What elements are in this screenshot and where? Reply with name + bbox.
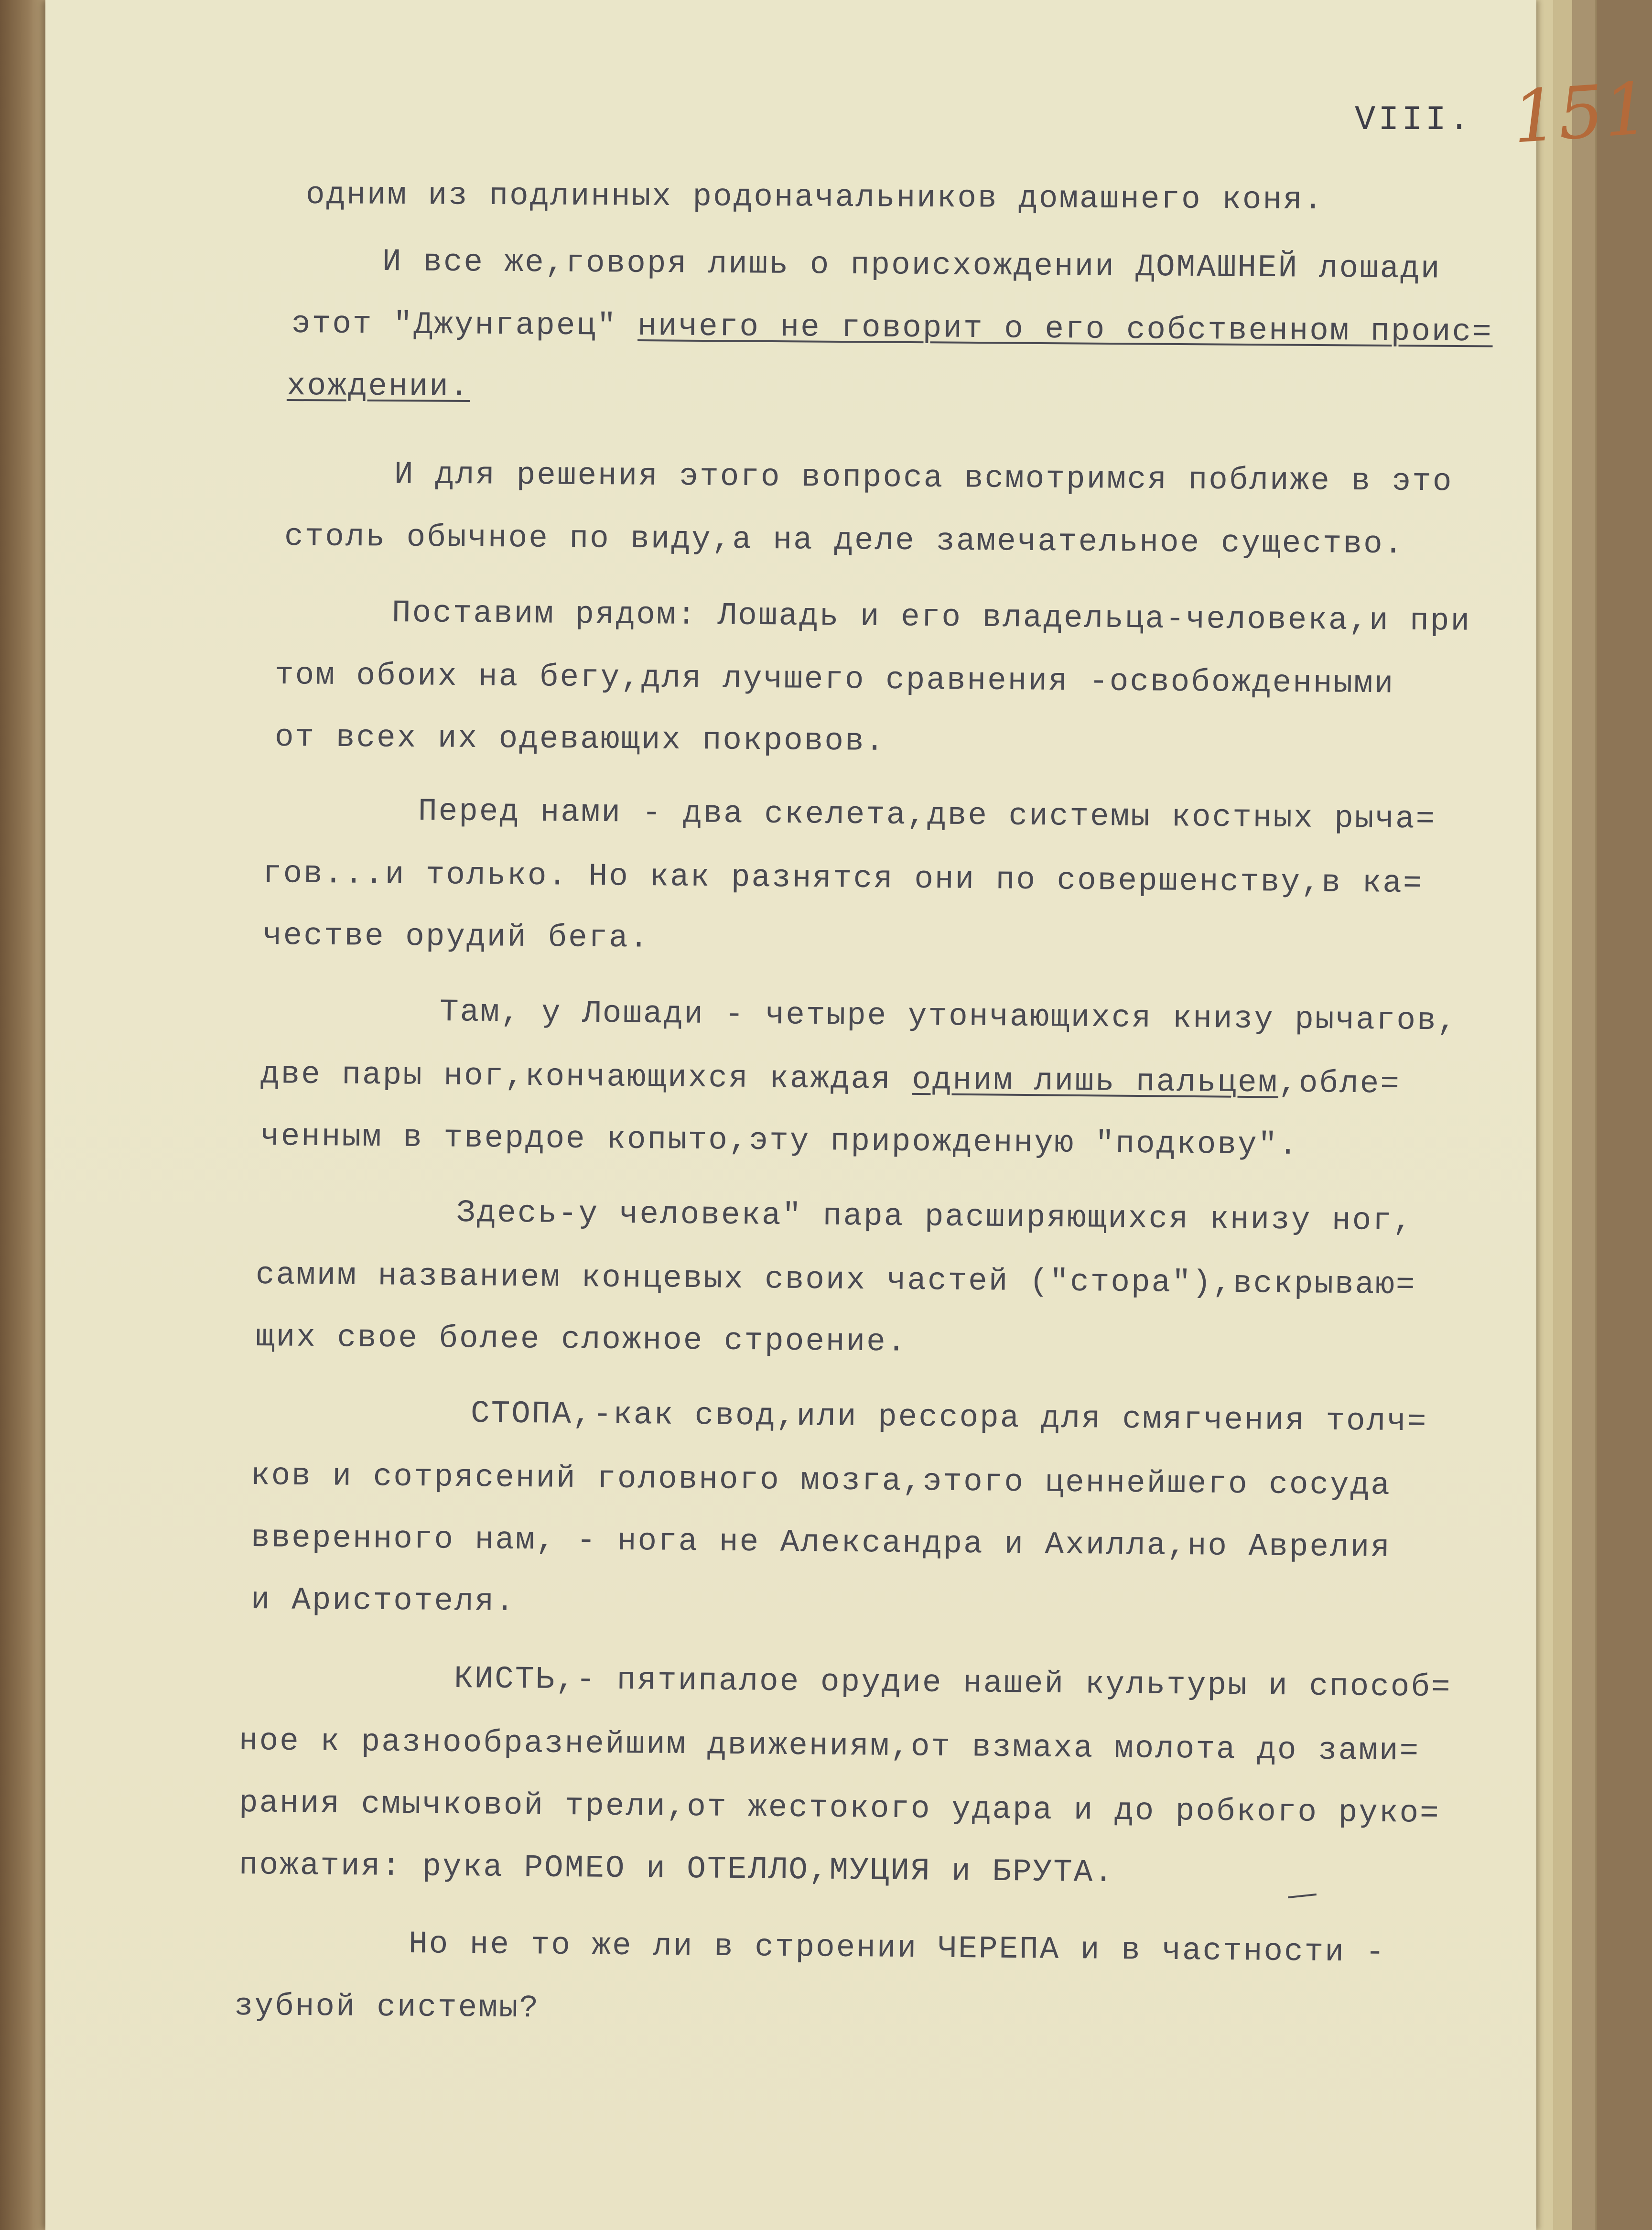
text-segment: зубной системы?: [234, 1988, 540, 2026]
page-stack-edge: [1553, 0, 1574, 2230]
text-segment: честве орудий бега.: [262, 918, 650, 956]
text-segment: пожатия: рука РОМЕО и ОТЕЛЛО,МУЦИЯ и БРУТА.: [238, 1847, 1115, 1891]
text-segment: том обоих на бегу,для лучшего сравнения -освобожденными: [274, 657, 1395, 702]
text-segment: щих свое более сложное строение.: [255, 1319, 907, 1360]
text-segment: от всех их одевающих покровов.: [274, 719, 886, 759]
text-segment: ков и сотрясений головного мозга,этого ценнейшего сосуда: [250, 1458, 1392, 1504]
text-line: [440, 994, 1458, 1039]
text-line: [418, 793, 1436, 837]
text-line: [275, 719, 886, 759]
text-line: [409, 1926, 1386, 1970]
text-line: [287, 368, 470, 405]
text-line: [251, 1458, 1392, 1504]
typewritten-page: [45, 0, 1652, 2230]
underlined-text: ничего не говорит о его собственном проис=: [637, 308, 1493, 350]
text-line: [260, 1056, 1401, 1102]
text-line: [263, 918, 650, 956]
page-stack-edge: [1572, 0, 1597, 2230]
text-segment: Здесь-у человека" пара расширяющихся книзу ног,: [456, 1195, 1414, 1239]
text-segment: Там, у Лошади - четыре утончающихся книзу рычагов,: [439, 994, 1458, 1039]
text-line: [239, 1785, 1440, 1831]
text-segment: КИСТЬ,- пятипалое орудие нашей культуры и способ=: [453, 1661, 1452, 1706]
text-line: [456, 1195, 1414, 1239]
text-line: [471, 1396, 1428, 1440]
text-line: [263, 855, 1424, 901]
binding-edge: [0, 0, 45, 2230]
handwritten-folio-number: 151: [1510, 67, 1652, 160]
text-segment: столь обычное по виду,а на деле замечательное существо.: [284, 519, 1404, 563]
text-line: [382, 244, 1441, 287]
text-segment: Поставим рядом: Лошадь и его владельца-человека,и при: [391, 595, 1471, 639]
text-segment: И все же,говоря лишь о происхождении ДОМАШНЕЙ лошади: [382, 244, 1441, 287]
underlined-text: хождении.: [286, 368, 470, 405]
text-segment: самим названием концевых своих частей ("стора"),вскрываю=: [255, 1257, 1416, 1303]
text-line: [239, 1723, 1420, 1769]
text-line: [239, 1847, 1115, 1891]
text-segment: гов...и только. Но как разнятся они по совершенству,в ка=: [262, 855, 1424, 902]
text-line: [275, 657, 1395, 702]
text-line: [260, 1118, 1299, 1163]
text-line: [394, 456, 1453, 499]
text-segment: одним из подлинных родоначальников домашнего коня.: [305, 177, 1324, 218]
margin-dash-mark: [1288, 1894, 1317, 1898]
chapter-number: VIII.: [1355, 100, 1473, 140]
text-line: [306, 177, 1324, 218]
text-line: [392, 595, 1471, 639]
text-segment: вверенного нам, - нога не Александра и Ахилла,но Аврелия: [250, 1520, 1392, 1566]
text-line: [256, 1319, 907, 1360]
text-segment: ное к разнообразнейшим движениям,от взмаха молота до зами=: [238, 1723, 1420, 1769]
text-line: [234, 1988, 540, 2026]
text-segment: ,обле=: [1278, 1065, 1401, 1102]
text-segment: Но не то же ли в строении ЧЕРЕПА и в частности -: [408, 1926, 1386, 1970]
text-line: [251, 1582, 516, 1620]
text-line: [454, 1661, 1452, 1705]
text-line: [284, 519, 1404, 562]
text-segment: и Аристотеля.: [250, 1582, 516, 1620]
text-line: [251, 1520, 1392, 1566]
text-segment: И для решения этого вопроса всмотримся поближе в это: [394, 456, 1453, 500]
text-segment: две пары ног,кончающихся каждая: [260, 1056, 912, 1098]
text-segment: Перед нами - два скелета,две системы костных рыча=: [418, 793, 1436, 837]
text-line: [292, 306, 1493, 350]
text-segment: ченным в твердое копыто,эту прирожденную "подкову".: [260, 1118, 1299, 1163]
text-segment: рания смычковой трели,от жестокого удара и до робкого руко=: [238, 1785, 1441, 1831]
underlined-text: одним лишь пальцем: [912, 1061, 1279, 1101]
text-segment: СТОПА,-как свод,или рессора для смягчения толч=: [470, 1396, 1428, 1440]
text-line: [256, 1257, 1416, 1303]
text-segment: этот "Джунгарец": [291, 306, 638, 345]
